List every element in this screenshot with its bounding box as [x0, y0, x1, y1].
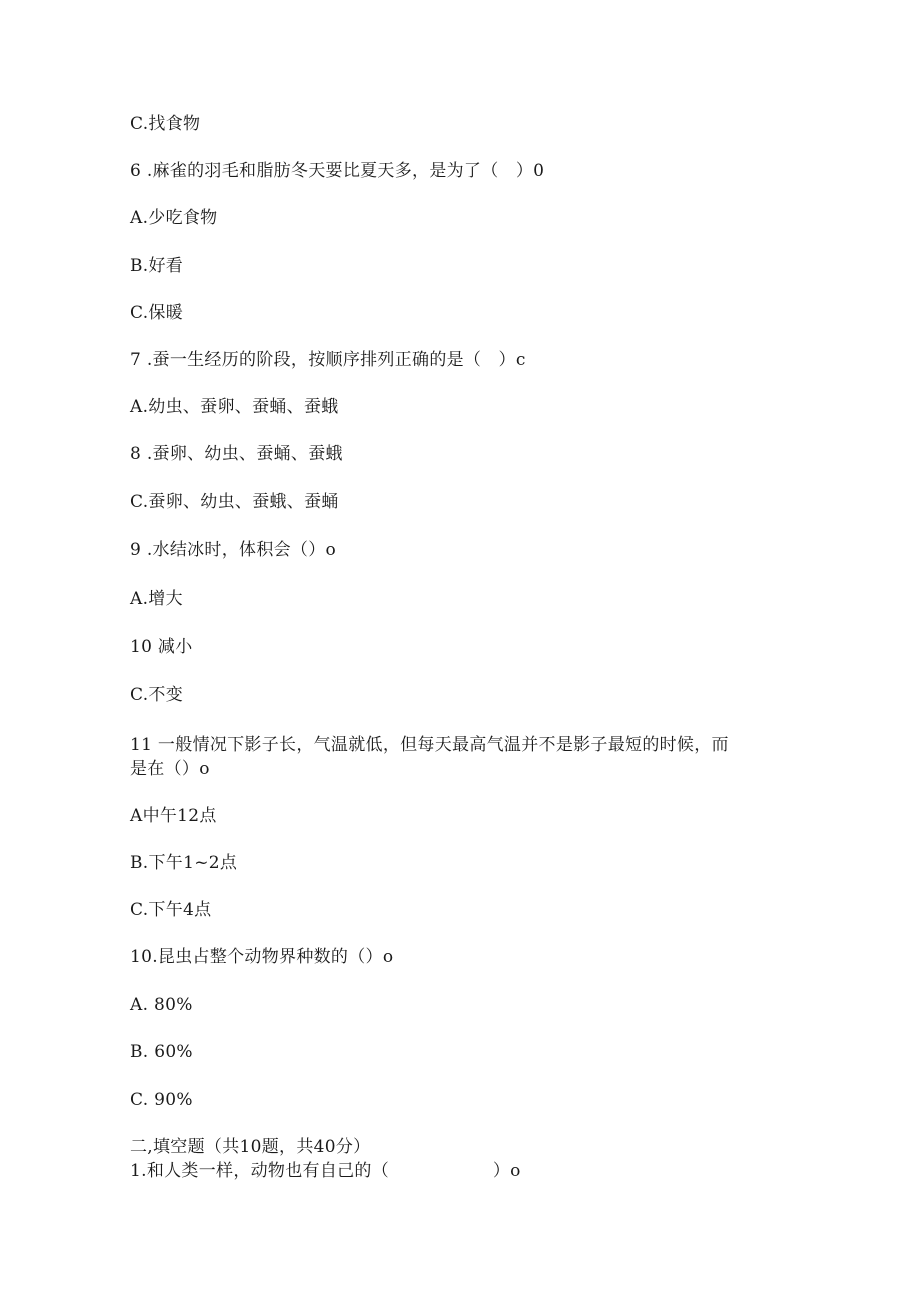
- option-6a: A.少吃食物: [130, 208, 218, 228]
- option-11c: C.下午4点: [130, 900, 212, 920]
- option-10a: A. 80%: [130, 995, 193, 1015]
- question-7: 7 .蚕一生经历的阶段，按顺序排列正确的是（ ）c: [130, 350, 526, 370]
- option-11b: B.下午1~2点: [130, 853, 238, 873]
- option-5c: C.找食物: [130, 114, 201, 134]
- fill-in-question-1: 1.和人类一样，动物也有自己的（ ）o: [130, 1161, 521, 1181]
- question-6: 6 .麻雀的羽毛和脂肪冬天要比夏天多，是为了（ ）0: [130, 161, 545, 181]
- option-9a: A.增大: [130, 589, 183, 609]
- option-9c: C.不变: [130, 685, 184, 705]
- option-7b: 8 .蚕卵、幼虫、蚕蛹、蚕蛾: [130, 444, 343, 464]
- option-10b: B. 60%: [130, 1042, 193, 1062]
- question-9: 9 .水结冰时，体积会（）o: [130, 540, 337, 560]
- option-7c: C.蚕卵、幼虫、蚕蛾、蚕蛹: [130, 492, 339, 512]
- question-10: 10.昆虫占整个动物界种数的（）o: [130, 947, 394, 967]
- option-10c: C. 90%: [130, 1090, 193, 1110]
- question-11-line-2: 是在（）o: [130, 759, 210, 779]
- question-11-line-1: 11 一般情况下影子长，气温就低，但每天最高气温并不是影子最短的时候，而: [130, 735, 729, 755]
- option-9b: 10 减小: [130, 637, 193, 657]
- option-7a: A.幼虫、蚕卵、蚕蛹、蚕蛾: [130, 397, 339, 417]
- option-11a: A中午12点: [130, 806, 217, 826]
- section-heading-fill-in: 二,填空题（共10题，共40分）: [130, 1137, 371, 1157]
- option-6c: C.保暖: [130, 303, 184, 323]
- option-6b: B.好看: [130, 256, 184, 276]
